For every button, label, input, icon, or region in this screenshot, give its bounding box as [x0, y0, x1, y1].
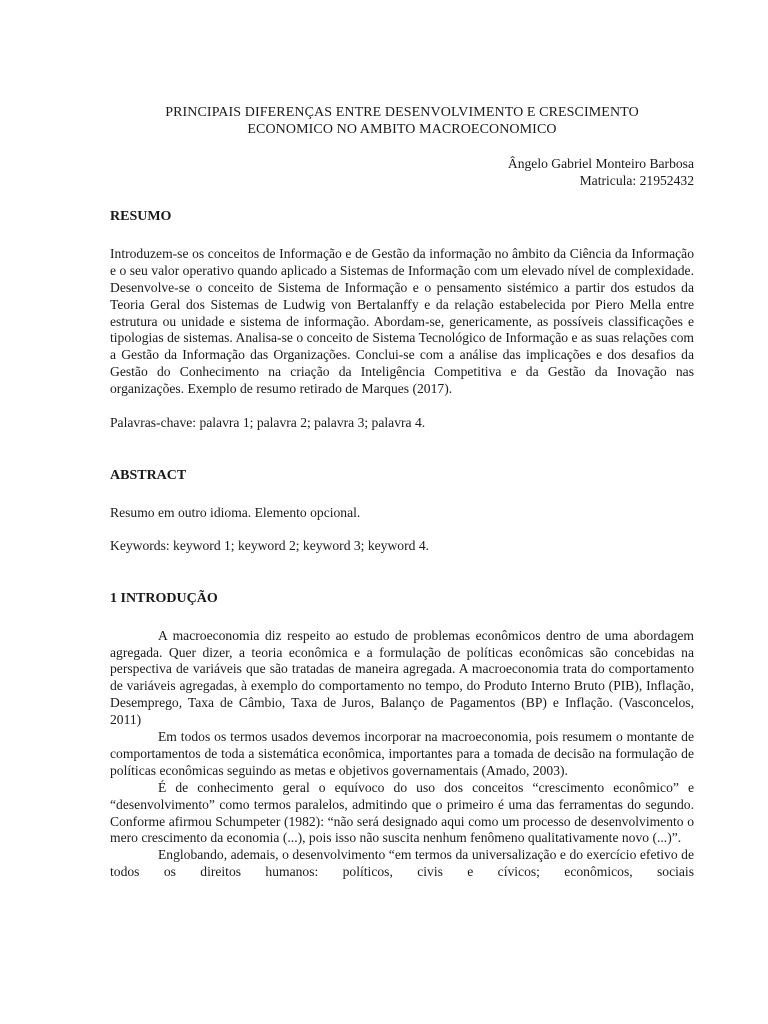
resumo-heading: RESUMO — [110, 209, 172, 224]
author-name: Ângelo Gabriel Monteiro Barbosa — [507, 156, 694, 171]
resumo-keywords: Palavras-chave: palavra 1; palavra 2; palavra 3; palavra 4. — [110, 415, 426, 431]
abstract-heading: ABSTRACT — [110, 467, 187, 483]
title-line-2: ECONOMICO NO AMBITO MACROECONOMICO — [247, 122, 557, 137]
introduction-paragraph-2: Em todos os termos usados devemos incorporar na macroeconomia, pois resumem o montante de comportamentos de toda a sistemática econômica, importantes para a tomada de decisão na formulação de políticas econômicas seguindo as metas e objetivos governamentais (Amado, 2003). — [110, 729, 694, 778]
introduction-paragraph-1: A macroeconomia diz respeito ao estudo de problemas econômicos dentro de uma abordagem agregada. Quer dizer, a teoria econômica e a formulação de políticas econômicas são concebidas na perspectiva de variáveis que são tratadas de maneira agregada. A macroeconomia trata do comportamento de variáveis agregadas, à exemplo do comportamento no tempo, do Produto Interno Bruto (PIB), Inflação, Desemprego, Taxa de Câmbio, Taxa de Juros, Balanço de Pagamentos (BP) e Inflação. (Vasconcelos, 2011) — [110, 627, 694, 728]
resumo-text: Introduzem-se os conceitos de Informação e de Gestão da informação no âmbito da Ciência da Informação e o seu valor operativo quando aplicado a Sistemas de Informação com um elevado nível de complexidade. Desenvolve-se o conceito de Sistema de Informação e o pensamento sistémico a partir dos estudos da Teoria Geral dos Sistemas de Ludwig von Bertalanffy e da relação estabelecida por Piero Mella entre estrutura ou unidade e sistema de informação. Abordam-se, genericamente, as possíveis classificações e tipologias de sistemas. Analisa-se o conceito de Sistema Tecnológico de Informação e as suas relações com a Gestão da Informação das Organizações. Conclui-se com a análise das implicações e dos desafios da Gestão do Conhecimento na criação da Inteligência Competitiva e da Gestão da Inovação nas organizações. Exemplo de resumo retirado de Marques (2017). — [110, 245, 694, 397]
introduction-heading: 1 INTRODUÇÃO — [110, 590, 218, 606]
abstract-text: Resumo em outro idioma. Elemento opcional. — [110, 504, 361, 520]
document-title — [110, 104, 694, 138]
author-registration: Matricula: 21952432 — [579, 173, 694, 188]
introduction-paragraph-4: Englobando, ademais, o desenvolvimento “em termos da universalização e do exercício efetivo de todos os direitos humanos: políticos, civis e cívicos; econômicos, sociais — [110, 847, 694, 880]
abstract-keywords: Keywords: keyword 1; keyword 2; keyword 3; keyword 4. — [110, 537, 430, 553]
author-block — [110, 155, 694, 189]
title-line-1: PRINCIPAIS DIFERENÇAS ENTRE DESENVOLVIMENTO E CRESCIMENTO — [165, 105, 639, 120]
introduction-paragraph-3: É de conhecimento geral o equívoco do uso dos conceitos “crescimento econômico” e “desenvolvimento” como termos paralelos, admitindo que o primeiro é uma das ferramentas do segundo. Conforme afirmou Schumpeter (1982): “não será designado aqui como um processo de desenvolvimento o mero crescimento da economia (...), pois isso não suscita nenhum fenômeno qualitativamente novo (...)”. — [110, 779, 694, 846]
document-page — [110, 104, 694, 881]
